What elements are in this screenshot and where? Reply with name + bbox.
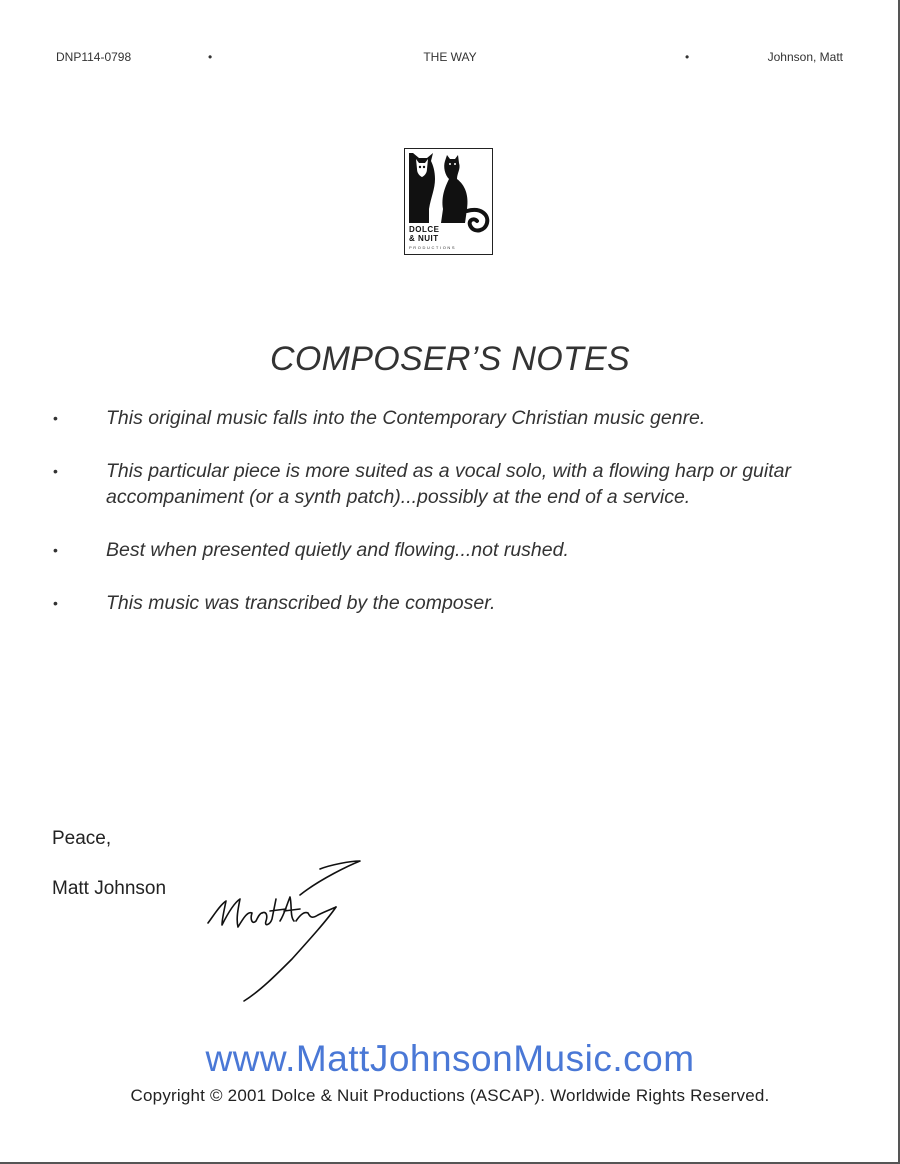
note-text: Best when presented quietly and flowing...not rushed. xyxy=(106,539,569,561)
catalog-number: DNP114-0798 xyxy=(56,50,132,64)
bullet-icon: • xyxy=(53,542,58,558)
note-item xyxy=(0,405,900,431)
bullet-icon: • xyxy=(53,463,58,479)
bullet-icon: • xyxy=(53,410,58,426)
header-author: Johnson, Matt xyxy=(767,50,843,64)
page-header xyxy=(0,50,900,66)
note-item xyxy=(0,590,900,616)
website-link[interactable]: www.MattJohnsonMusic.com xyxy=(205,1038,695,1079)
note-text: This music was transcribed by the composer. xyxy=(106,592,496,614)
bullet-icon: • xyxy=(53,595,58,611)
copyright-notice: Copyright © 2001 Dolce & Nuit Productions (ASCAP). Worldwide Rights Reserved. xyxy=(130,1086,770,1105)
page-title: COMPOSER’S NOTES xyxy=(270,340,630,378)
header-separator: • xyxy=(208,50,213,64)
signature-icon xyxy=(200,855,370,1005)
logo-text: DOLCE xyxy=(409,225,440,234)
note-text: This original music falls into the Contemporary Christian music genre. xyxy=(106,407,706,429)
header-separator: • xyxy=(685,50,690,64)
note-item xyxy=(0,458,900,510)
header-title: THE WAY xyxy=(423,50,477,64)
logo-subtext: PRODUCTIONS xyxy=(409,245,457,250)
closing-salutation: Peace, xyxy=(52,828,112,849)
publisher-logo xyxy=(404,148,493,255)
note-text: This particular piece is more suited as a vocal solo, with a flowing harp or guitar accompaniment (or a synth patch)...possibly at the end of a service. xyxy=(106,460,791,508)
signer-name: Matt Johnson xyxy=(52,878,167,899)
note-item xyxy=(0,537,900,563)
notes-list xyxy=(0,405,900,643)
logo-text: & NUIT xyxy=(409,234,439,243)
